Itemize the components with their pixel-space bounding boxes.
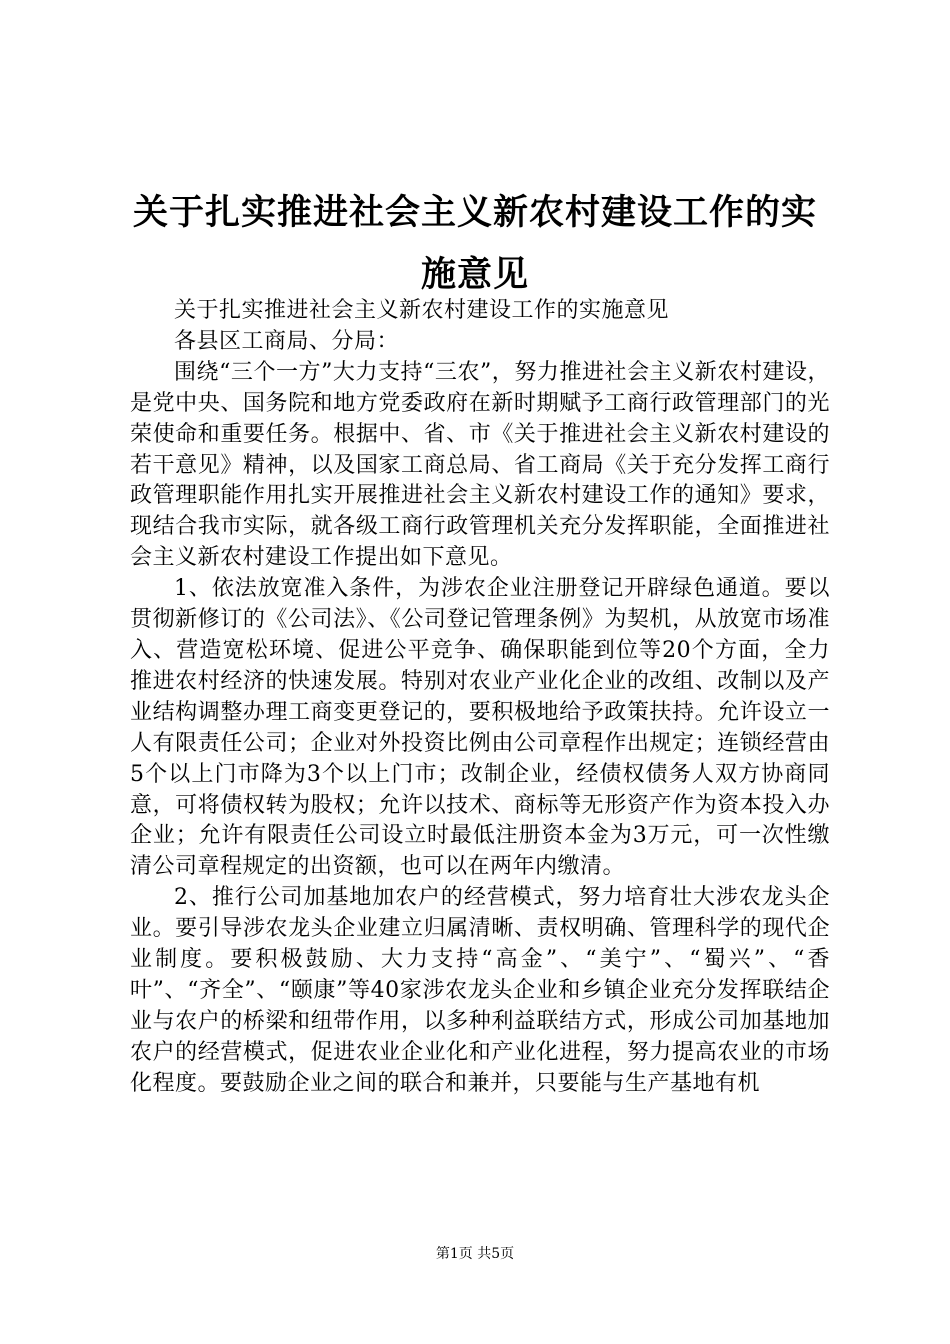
body-paragraph-addressee: 各县区工商局、分局： (174, 328, 400, 354)
page-number-footer: 第1页 共5页 (435, 1246, 515, 1262)
body-paragraph-item-1: 1、依法放宽准入条件，为涉农企业注册登记开辟绿色通道。要以贯彻新修订的《公司法》、《公司登记管理条例》为契机，从放宽市场准入、营造宽松环境、促进公平竞争、确保职能到位等20个方面，全力推进农村经济的快速发展。特别对农业产业化企业的改组、改制以及产业结构调整办理工商变更登记的，要积极地给予政策扶持。允许设立一人有限责任公司；企业对外投资比例由公司章程作出规定；连锁经营由5个以上门市降为3个以上门市；改制企业，经债权债务人双方协商同意，可将债权转为股权；允许以技术、商标等无形资产作为资本投入办企业；允许有限责任公司设立时最低注册资本金为3万元，可一次性缴清公司章程规定的出资额，也可以在两年内缴清。 (130, 576, 830, 880)
body-paragraph-heading: 关于扎实推进社会主义新农村建设工作的实施意见 (174, 298, 670, 323)
document-title: 关于扎实推进社会主义新农村建设工作的实施意见 (132, 192, 817, 295)
body-paragraph-item-2: 2、推行公司加基地加农户的经营模式，努力培育壮大涉农龙头企业。要引导涉农龙头企业建立归属清晰、责权明确、管理科学的现代企业制度。要积极鼓励、大力支持“高金”、“美宁”、“蜀兴”、“香叶”、“齐全”、“颐康”等40家涉农龙头企业和乡镇企业充分发挥联结企业与农户的桥梁和纽带作用，以多种利益联结方式，形成公司加基地加农户的经营模式，促进农业企业化和产业化进程，努力提高农业的市场化程度。要鼓励企业之间的联合和兼并，只要能与生产基地有机 (130, 885, 830, 1096)
document-body (130, 296, 830, 1100)
body-paragraph-intro: 围绕“三个一方”大力支持“三农”，努力推进社会主义新农村建设，是党中央、国务院和地方党委政府在新时期赋予工商行政管理部门的光荣使命和重要任务。根据中、省、市《关于推进社会主义新农村建设的若干意见》精神，以及国家工商总局、省工商局《关于充分发挥工商行政管理职能作用扎实开展推进社会主义新农村建设工作的通知》要求，现结合我市实际，就各级工商行政管理机关充分发挥职能，全面推进社会主义新农村建设工作提出如下意见。 (130, 359, 830, 571)
